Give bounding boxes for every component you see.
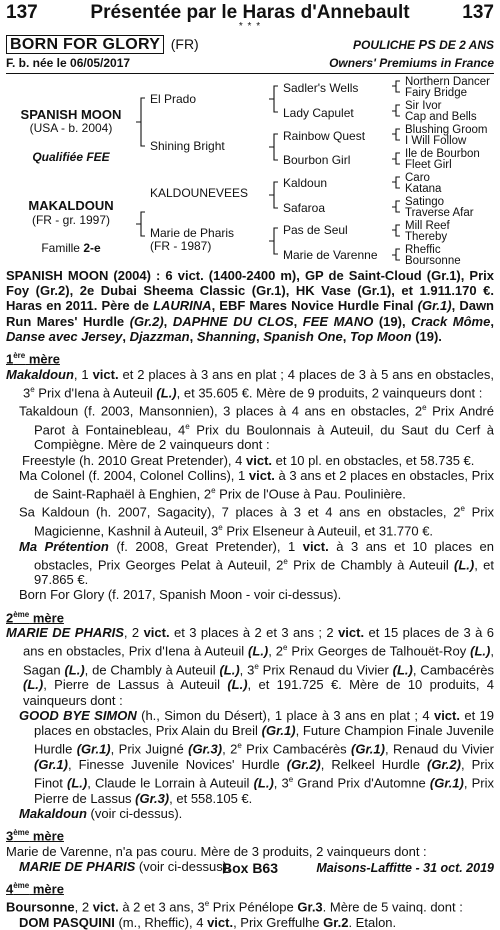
page-footer [6,860,494,878]
gen3-5: Kaldoun [283,176,328,190]
dam-sire: KALDOUNEVEES [150,186,249,200]
gen4-13: Mill Reef [405,220,450,232]
produce-born-for-glory: Born For Glory (f. 2017, Spanish Moon - voir ci-dessus). [19,587,342,603]
gen4-6: I Will Follow [405,135,467,147]
first-dam-title: 1ère mère [6,351,60,367]
produce-record [6,268,494,930]
gen3-4: Bourbon Girl [283,153,351,167]
horse-name: BORN FOR GLORY [6,35,164,54]
gen4-16: Boursonne [405,255,461,267]
sire-note: Qualifiée FEE [32,150,110,164]
sire-dam: Shining Bright [150,139,225,153]
gen4-1: Northern Dancer [405,76,491,88]
owners-premiums: Owners' Premiums in France [329,56,494,70]
gen3-2: Lady Capulet [283,106,354,120]
box-number: Box B63 [221,860,279,876]
gen3-8: Marie de Varenne [283,248,378,262]
gen4-12: Traverse Afar [405,207,474,219]
produce-dom-pasquini: DOM PASQUINI (m., Rheffic), 4 vict., Prix Greffulhe Gr.2. Etalon. [19,914,397,930]
page-number-left: 137 [6,2,38,23]
dam-info: (FR - gr. 1997) [31,213,111,227]
produce-sa-kaldoun: Sa Kaldoun (h. 2007, Sagacity), 7 places à 3 et 4 ans en obstacles, 2e Prix Magicienne, Kashnil à Auteuil, 3e Prix Elseneur à Auteuil, et 31.770 €. [19,504,495,539]
produce-good-bye-simon: GOOD BYE SIMON (h., Simon du Désert), 1 place à 3 ans en plat ; 4 vict. et 19 places en obstacles, Prix Alain du Breil (Gr.1), Future Champion Finale Juvenile Hurdle (Gr.1), Prix Juigné (Gr.3), 2e Prix Cambacérès (Gr.1), Renaud du Vivier (Gr.1), Finesse Juvenile Novices' Hurdle (Gr.2), Relkeel Hurdle (Gr.2), Prix Finot (L.), Claude le Lorrain à Auteuil (L.), 3e Grand Prix d'Automne (Gr.1), Prix Pierre de Lassus (Gr.3), et 558.105 €. [19,707,494,806]
produce-takaldoun: Takaldoun (f. 2003, Mansonnien), 3 places à 4 ans en obstacles, 2e Prix André Parot à Fontainebleau, 4e Prix du Boulonnais à Auteuil, du Saut du Cerf à Compiègne. Mère de 2 vainqueurs dont : [19,403,494,453]
sale-place-date: Maisons-Laffitte - 31 oct. 2019 [316,861,494,875]
sire-name: SPANISH MOON [20,107,122,122]
gen3-6: Safaroa [283,201,326,215]
fourth-dam-title: 4ème mère [6,880,64,897]
page-number-right: 137 [462,2,494,23]
third-dam-title: 3ème mère [6,827,64,844]
sex-label: POULICHE PS DE 2 ANS [353,37,494,52]
gen4-5: Blushing Groom [405,124,488,136]
gen3-7: Pas de Seul [283,223,348,237]
second-dam-title: 2ème mère [6,609,64,626]
gen4-2: Fairy Bridge [405,87,467,99]
header-stars: * * * [238,21,262,32]
gen4-8: Fleet Girl [405,159,452,171]
produce-ma-pretention: Ma Prétention (f. 2008, Great Pretender), 1 vict. à 3 ans et 10 places en obstacles, Prix Georges Pelat à Auteuil, 2e Prix de Chambly à Auteuil (L.), et 97.865 €. [19,538,495,588]
gen4-10: Katana [405,183,442,195]
produce-marie-de-pharis-ref: MARIE DE PHARIS (voir ci-dessus). [19,858,231,874]
birth-info: F. b. née le 06/05/2017 [6,56,131,70]
first-dam-text: Makaldoun, 1 vict. et 2 places à 3 ans en plat ; 4 places de 3 à 5 ans en obstacles, 3e Prix d'Iena à Auteuil (L.), et 35.605 €. Mère de 9 produits, 2 vainqueurs dont : [6,366,494,401]
gen4-4: Cap and Bells [405,111,477,123]
sire-paragraph: SPANISH MOON (2004) : 6 vict. (1400-2400 m), GP de Saint-Cloud (Gr.1), Prix Foy (Gr.2), 2e Dubai Sheema Classic (Gr.1), HK Vase (Gr.1), et 1.911.170 €. Haras en 2011. Père de LAURINA, EBF Mares Novice Hurdle Final (Gr.1), Dawn Run Mares' Hurdle (Gr.2), DAPHNE DU CLOS, FEE MANO (19), Crack Môme, Danse avec Jersey, Djazzman, Shanning, Spanish One, Top Moon (19). [6,268,494,344]
gen4-14: Thereby [405,231,448,243]
gen3-3: Rainbow Quest [283,129,366,143]
gen4-7: Ile de Bourbon [405,148,480,160]
dam-dam: Marie de Pharis [150,226,235,240]
header-rule [6,73,494,74]
gen3-1: Sadler's Wells [283,81,359,95]
dam-dam-info: (FR - 1987) [150,239,212,253]
fourth-dam-text: Boursonne, 2 vict. à 2 et 3 ans, 3e Prix Pénélope Gr.3. Mère de 5 vainq. dont : [6,899,463,915]
sire-info: (USA - b. 2004) [29,121,113,135]
third-dam-text: Marie de Varenne, n'a pas couru. Mère de 3 produits, 2 vainqueurs dont : [6,843,427,859]
sire-sire: El Prado [150,92,197,106]
produce-freestyle: Freestyle (h. 2010 Great Pretender), 4 vict. et 10 pl. en obstacles, et 58.735 €. [22,452,475,468]
horse-identity [6,35,494,75]
dam-family: Famille 2-e [41,241,101,255]
page-title: Présentée par le Haras d'Annebault [90,2,410,23]
horse-country: (FR) [170,36,199,52]
gen4-15: Rheffic [405,244,441,256]
gen4-11: Satingo [405,196,445,208]
dam-name: MAKALDOUN [28,198,114,213]
pedigree-table [0,76,500,266]
second-dam-text: MARIE DE PHARIS, 2 vict. et 3 places à 2 et 3 ans ; 2 vict. et 15 places de 3 à 6 ans en obstacles, Prix d'Iena à Auteuil (L.), 2e Prix Georges de Talhouët-Roy (L.), Sagan (L.), de Chambly à Auteuil (L.), 3e Prix Renaud du Vivier (L.), Cambacérès (L.), Pierre de Lassus à Auteuil (L.), et 191.725 €. Mère de 10 produits, 4 vainqueurs dont : [6,625,495,708]
gen4-3: Sir Ivor [405,100,442,112]
produce-makaldoun-ref: Makaldoun (voir ci-dessus). [19,805,183,821]
produce-ma-colonel: Ma Colonel (f. 2004, Colonel Collins), 1 vict. à 3 ans et 2 places en obstacles, Prix de Saint-Raphaël à Enghien, 2e Prix de l'Ouse à Pau. Poulinière. [19,467,494,502]
gen4-9: Caro [405,172,430,184]
